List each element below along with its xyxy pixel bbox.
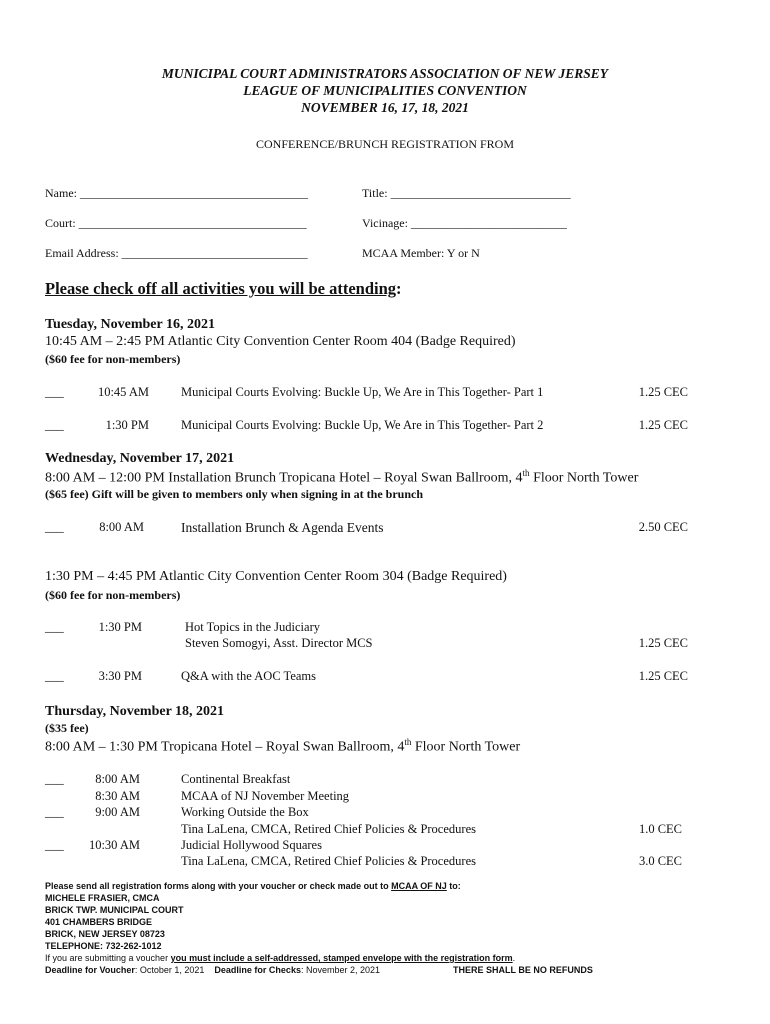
footer-voucher-c: . [512,953,516,963]
deadline-voucher-label: Deadline for Voucher [45,965,135,975]
checkbox-thu-2[interactable]: ___ [45,805,64,819]
header-dates: NOVEMBER 16, 17, 18, 2021 [301,100,469,115]
checkbox-tue-1[interactable]: ___ [45,385,64,399]
session-title: Hot Topics in the Judiciary [185,620,320,634]
thursday-location-b: Floor North Tower [411,739,521,755]
footer-voucher-note [45,953,515,963]
no-refunds: THERE SHALL BE NO REFUNDS [453,965,593,975]
thursday-location-sup: th [404,737,412,747]
session-title: MCAA of NJ November Meeting [181,789,350,803]
title-field[interactable]: Title: ______________________________ [362,186,571,200]
session-time: 8:30 AM [95,789,140,803]
session-time: 1:30 PM [105,418,149,432]
footer-deadlines [45,965,380,975]
session-cec: 1.25 CEC [638,418,688,432]
checkbox-thu-3[interactable]: ___ [45,838,64,852]
thursday-location-a: 8:00 AM – 1:30 PM Tropicana Hotel – Royal Swan Ballroom, 4 [45,739,405,755]
session-cec: 1.25 CEC [638,636,688,650]
footer-address-line: MICHELE FRASIER, CMCA [45,893,160,903]
deadline-checks: : November 2, 2021 [300,965,380,975]
header-org: MUNICIPAL COURT ADMINISTRATORS ASSOCIATION OF NEW JERSEY [161,66,609,81]
wednesday-fee: ($65 fee) Gift will be given to members only when signing in at the brunch [45,487,423,501]
session-time: 8:00 AM [95,772,140,786]
footer-send-a: Please send all registration forms along with your voucher or check made out to [45,881,392,891]
checkbox-wed-1[interactable]: ___ [45,620,64,634]
checkbox-wed-brunch[interactable]: ___ [45,520,64,534]
session-title: Working Outside the Box [181,805,309,819]
footer-address-line: BRICK, NEW JERSEY 08723 [45,929,165,939]
wednesday-afternoon-location: 1:30 PM – 4:45 PM Atlantic City Convention Center Room 304 (Badge Required) [45,569,507,584]
session-title: Q&A with the AOC Teams [181,669,317,683]
session-cec: 2.50 CEC [638,520,688,534]
email-field[interactable]: Email Address: _______________________________ [45,246,308,260]
checkbox-tue-2[interactable]: ___ [45,418,64,432]
session-time: 9:00 AM [95,805,140,819]
session-title: Installation Brunch & Agenda Events [181,520,384,535]
footer-address-line: BRICK TWP. MUNICIPAL COURT [45,905,184,915]
session-time: 3:30 PM [98,669,142,683]
session-cec: 1.0 CEC [638,822,682,836]
wednesday-location-a: 8:00 AM – 12:00 PM Installation Brunch Tropicana Hotel – Royal Swan Ballroom, 4 [45,470,523,486]
footer-voucher-a: If you are submitting a voucher [45,953,171,963]
vicinage-field[interactable]: Vicinage: __________________________ [362,216,567,230]
wednesday-heading: Wednesday, November 17, 2021 [45,451,235,466]
footer-telephone: TELEPHONE: 732-262-1012 [45,941,162,951]
member-field[interactable]: MCAA Member: Y or N [362,246,480,260]
session-time: 8:00 AM [99,520,144,534]
deadline-checks-label: Deadline for Checks [214,965,301,975]
tuesday-location: 10:45 AM – 2:45 PM Atlantic City Convention Center Room 404 (Badge Required) [45,334,516,349]
tuesday-heading: Tuesday, November 16, 2021 [45,317,215,332]
wednesday-afternoon-fee: ($60 fee for non-members) [45,588,181,602]
footer-voucher-b: you must include a self-addressed, stamped envelope with the registration form [170,953,513,963]
session-title: Judicial Hollywood Squares [181,838,322,852]
session-time: 1:30 PM [98,620,142,634]
form-title: CONFERENCE/BRUNCH REGISTRATION FROM [255,137,515,151]
footer-send-b: to: [446,881,461,891]
instructions-colon: : [396,279,402,298]
session-speaker: Tina LaLena, CMCA, Retired Chief Policies & Procedures [181,854,476,868]
wednesday-location [45,468,638,487]
thursday-location [45,737,520,756]
session-cec: 1.25 CEC [638,385,688,399]
court-field[interactable]: Court: ______________________________________ [45,216,307,230]
session-time: 10:45 AM [97,385,149,399]
session-time: 10:30 AM [88,838,140,852]
name-field[interactable]: Name: ______________________________________ [45,186,308,200]
thursday-fee: ($35 fee) [45,721,89,735]
footer-payee: MCAA OF NJ [391,881,447,891]
footer-send-instructions [45,881,461,891]
session-title: Municipal Courts Evolving: Buckle Up, We Are in This Together- Part 1 [181,385,544,399]
deadline-voucher: : October 1, 2021 [134,965,205,975]
wednesday-location-b: Floor North Tower [529,470,639,486]
instructions-heading [45,279,402,299]
session-cec: 1.25 CEC [638,669,688,683]
thursday-heading: Thursday, November 18, 2021 [45,704,225,719]
footer-address-line: 401 CHAMBERS BRIDGE [45,917,153,927]
session-speaker: Steven Somogyi, Asst. Director MCS [185,636,373,650]
tuesday-fee: ($60 fee for non-members) [45,352,181,366]
session-title: Municipal Courts Evolving: Buckle Up, We Are in This Together- Part 2 [181,418,544,432]
session-speaker: Tina LaLena, CMCA, Retired Chief Policies & Procedures [181,822,476,836]
checkbox-thu-1[interactable]: ___ [45,772,64,786]
wednesday-location-sup: th [522,468,530,478]
checkbox-wed-2[interactable]: ___ [45,669,64,683]
session-cec: 3.0 CEC [638,854,682,868]
instructions-text: Please check off all activities you will be attending [45,279,397,298]
header-convention: LEAGUE OF MUNICIPALITIES CONVENTION [243,83,527,98]
session-title: Continental Breakfast [181,772,291,786]
